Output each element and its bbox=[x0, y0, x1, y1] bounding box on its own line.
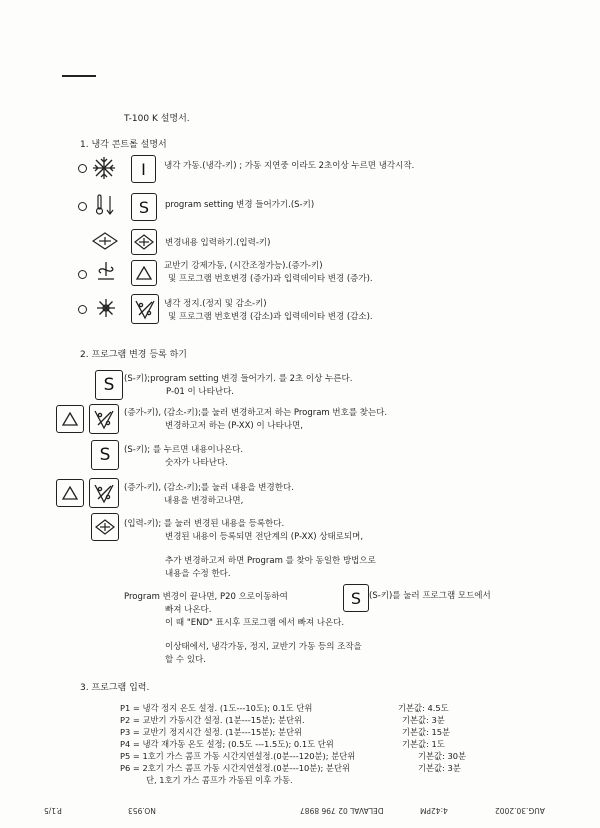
program-default: 기본값: 3분 bbox=[418, 763, 461, 773]
s-key-icon: S bbox=[343, 584, 369, 612]
input-key-icon bbox=[91, 513, 119, 541]
decrease-key-desc-2: 및 프로그램 번호변경 (감소)과 입력데이타 변경 (감소). bbox=[168, 312, 373, 322]
step-end-line3: 이 때 "END" 표시후 프로그램 에서 빠져 나온다. bbox=[165, 618, 345, 628]
step-pm-line2: 변경하고저 하는 (P-XX) 이 나타나면, bbox=[165, 421, 303, 431]
increase-key-desc-2: 및 프로그램 번호변경 (증가)과 입력데이타 변경 (증가). bbox=[168, 274, 373, 284]
program-label: P4 = 냉각 재가동 온도 설정; (0.5도 ---1.5도); 0.1도 단위 bbox=[120, 739, 334, 749]
input-diamond-icon bbox=[92, 232, 118, 253]
footer-number: NO.953 bbox=[128, 806, 156, 815]
program-default: 기본값: 4.5도 bbox=[398, 703, 449, 713]
decrease-key-icon bbox=[89, 404, 119, 434]
s-key-icon: S bbox=[95, 370, 123, 400]
increase-key-icon bbox=[56, 479, 84, 507]
decrease-key-icon bbox=[131, 294, 159, 324]
step-s2-line1: (S-키); 를 누르면 내용이나온다. bbox=[124, 445, 244, 455]
increase-key-icon bbox=[56, 405, 84, 433]
footer-time: 4:42PM bbox=[420, 806, 448, 815]
step-end-line1a: Program 변경이 끝나면, P20 으로이동하여 bbox=[124, 592, 288, 602]
input-key-desc: 변경내용 입력하기.(입력-키) bbox=[165, 238, 271, 248]
step-add-line2: 내용을 수정 한다. bbox=[165, 569, 231, 579]
step-s-line1: (S-키);program setting 변경 들어가기. 를 2초 이상 누른다. bbox=[124, 374, 353, 384]
program-default: 기본값: 15분 bbox=[402, 727, 451, 737]
program-label: P3 = 교반기 정지시간 설정. (1분---15분); 분단위 bbox=[120, 727, 302, 737]
program-note: 단, 1호기 가스 콤프가 가동된 이후 가동. bbox=[146, 775, 293, 785]
input-key-icon bbox=[131, 229, 157, 255]
thermometer-arrow-icon bbox=[94, 193, 116, 220]
footer-page: P.1/5 bbox=[44, 806, 62, 815]
program-default: 기본값: 30분 bbox=[418, 751, 467, 761]
footer-fax: DELAVAL 02 796 8987 bbox=[300, 806, 384, 815]
step-pm2-line2: 내용을 변경하고나면, bbox=[164, 496, 244, 506]
bullet-circle bbox=[78, 202, 87, 211]
decrease-key-desc-1: 냉각 정지.(정지 및 감소-키) bbox=[164, 299, 267, 309]
bullet-circle bbox=[78, 305, 87, 314]
snowflake-icon bbox=[92, 156, 116, 183]
program-label: P2 = 교반기 가동시간 설정. (1분---15분); 분단위. bbox=[120, 715, 305, 725]
s-key-desc: program setting 변경 들어가기.(S-키) bbox=[165, 200, 315, 210]
step-s-line2: P-01 이 나타난다. bbox=[166, 387, 234, 397]
program-label: P6 = 2호기 가스 콤프 가동 시간지연설정.(0분---10분); 분단위 bbox=[120, 763, 350, 773]
section-2-heading: 2. 프로그램 변경 등록 하기 bbox=[80, 350, 187, 360]
step-in-line1: (입력-키); 를 눌러 변경된 내용을 등록한다. bbox=[124, 519, 285, 529]
step-pm-line1: (증가-키), (감소-키);를 눌러 변경하고저 하는 Program 번호를 찾는다. bbox=[124, 408, 388, 418]
section-3-heading: 3. 프로그램 입력. bbox=[80, 683, 150, 693]
step-in-line2: 변경된 내용이 등록되면 전단계의 (P-XX) 상태로되며, bbox=[165, 532, 364, 542]
bullet-circle bbox=[78, 164, 87, 173]
step-s2-line2: 숫자가 나타난다. bbox=[165, 458, 228, 468]
step-pm2-line1: (증가-키), (감소-키);를 눌러 내용을 변경한다. bbox=[124, 483, 294, 493]
bullet-circle bbox=[78, 270, 87, 279]
increase-key-desc-1: 교반기 강제가동, (시간조정가능).(증가-키) bbox=[164, 261, 323, 271]
top-rule bbox=[62, 75, 96, 77]
state-line1: 이상태에서, 냉각가동, 정지, 교반기 가동 등의 조작을 bbox=[165, 642, 362, 652]
section-1-heading: 1. 냉각 콘트롤 설명서 bbox=[80, 140, 167, 150]
decrease-key-icon bbox=[89, 478, 119, 508]
step-add-line1: 추가 변경하고저 하면 Program 를 찾아 동일한 방법으로 bbox=[165, 556, 376, 566]
cooling-key-icon: I bbox=[131, 155, 156, 183]
s-key-icon: S bbox=[91, 440, 119, 470]
increase-key-icon bbox=[131, 260, 157, 286]
program-default: 기본값: 3분 bbox=[402, 715, 445, 725]
agitator-icon bbox=[94, 261, 118, 286]
program-label: P5 = 1호기 가스 콤프 가동 시간지연설정.(0분---120분); 분단위 bbox=[120, 751, 356, 761]
program-label: P1 = 냉각 정지 온도 설정. (1도---10도); 0.1도 단위 bbox=[120, 703, 313, 713]
program-default: 기본값: 1도 bbox=[402, 739, 445, 749]
s-key-icon: S bbox=[131, 193, 157, 221]
cooling-key-desc: 냉각 가동.(냉각-키) ; 가동 지연중 이라도 2초이상 누르면 냉각시작. bbox=[164, 161, 415, 171]
stop-snowflake-icon bbox=[96, 298, 116, 321]
step-end-line1b: (S-키)를 눌러 프로그램 모드에서 bbox=[369, 591, 491, 601]
document-title: T-100 K 설명서. bbox=[124, 114, 190, 124]
footer-date: AUG.30.2002 bbox=[495, 806, 545, 815]
step-end-line2: 빠져 나온다. bbox=[165, 605, 212, 615]
state-line2: 할 수 있다. bbox=[165, 655, 206, 665]
